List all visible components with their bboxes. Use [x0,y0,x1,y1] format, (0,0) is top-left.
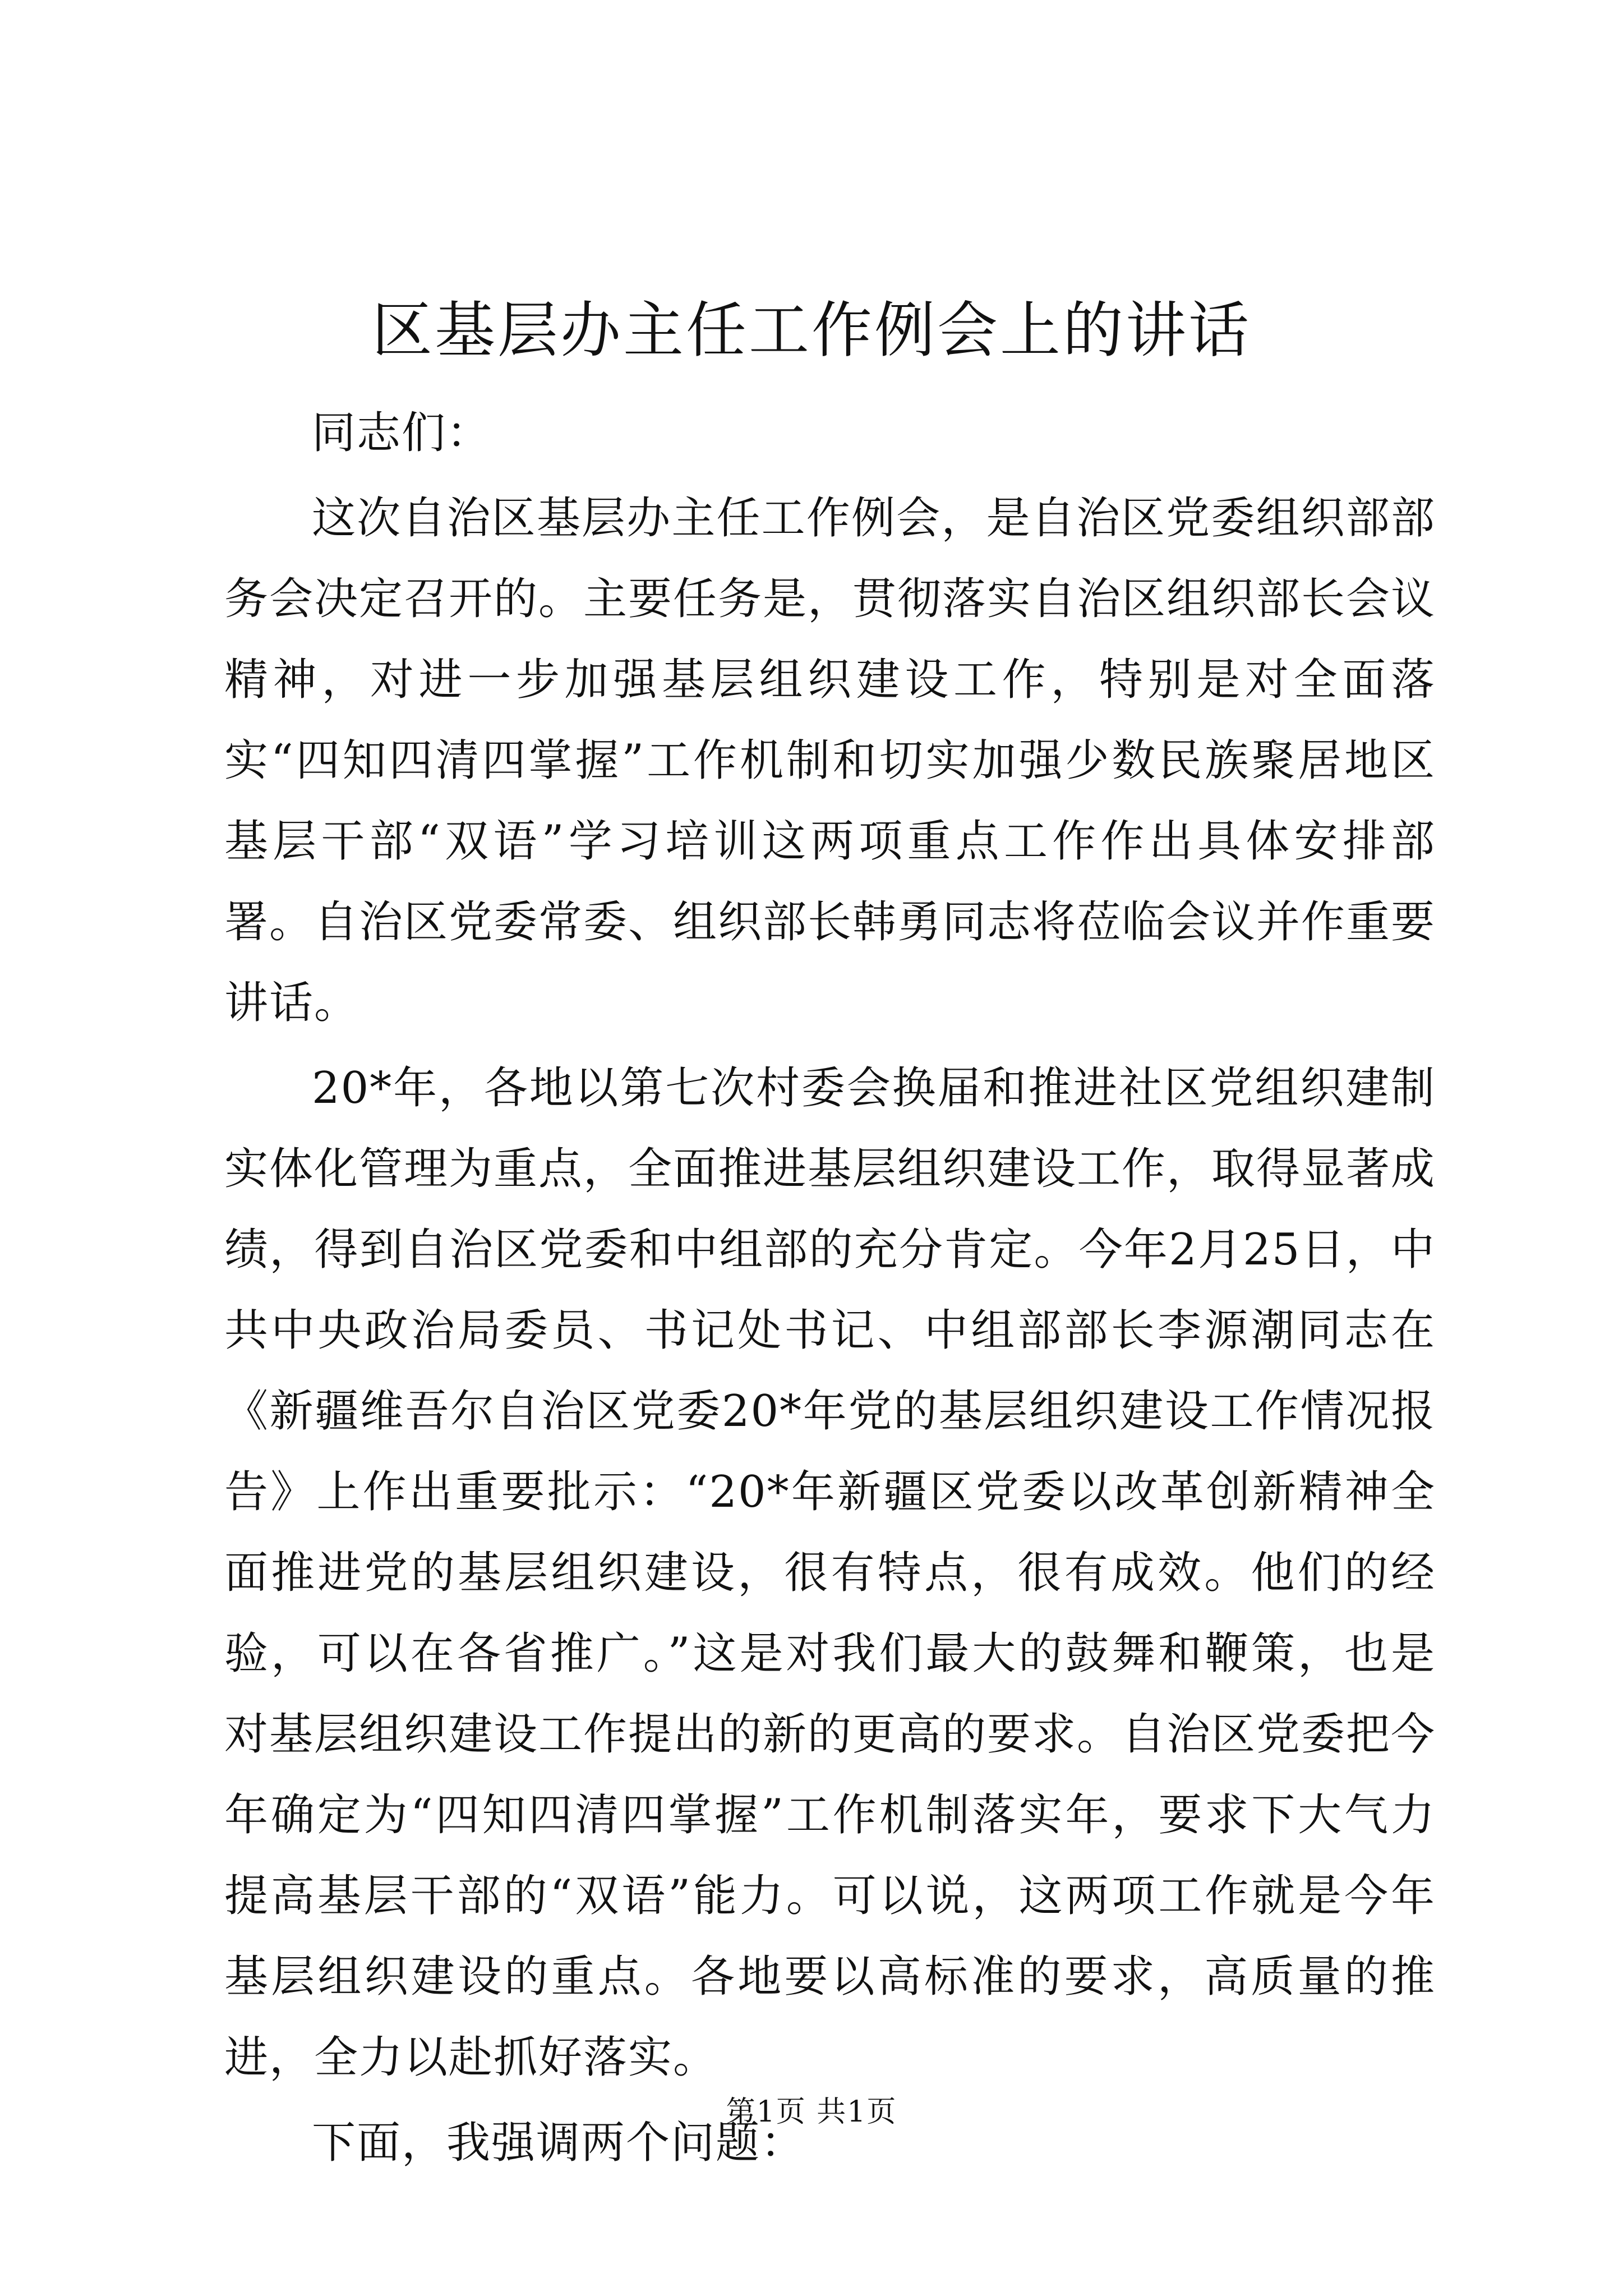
document-body [224,393,1436,2183]
paragraph-1: 这次自治区基层办主任工作例会，是自治区党委组织部部务会决定召开的。主要任务是，贯彻落实自治区组织部长会议精神，对进一步加强基层组织建设工作，特别是对全面落实“四知四清四掌握”工作机制和切实加强少数民族聚居地区基层干部“双语”学习培训这两项重点工作作出具体安排部署。自治区党委常委、组织部长韩勇同志将莅临会议并作重要讲话。 [224,493,1436,1028]
document-title: 区基层办主任工作例会上的讲话 [371,296,1251,366]
salutation: 同志们： [312,408,492,458]
paragraph-2: 20*年，各地以第七次村委会换届和推进社区党组织建制实体化管理为重点，全面推进基层组织建设工作，取得显著成绩，得到自治区党委和中组部的充分肯定。今年2月25日，中共中央政治局委员、书记处书记、中组部部长李源潮同志在《新疆维吾尔自治区党委20*年党的基层组织建设工作情况报告》上作出重要批示：“20*年新疆区党委以改革创新精神全面推进党的基层组织建设，很有特点，很有成效。他们的经验，可以在各省推广。”这是对我们最大的鼓舞和鞭策，也是对基层组织建设工作提出的新的更高的要求。自治区党委把今年确定为“四知四清四掌握”工作机制落实年，要求下大气力提高基层干部的“双语”能力。可以说，这两项工作就是今年基层组织建设的重点。各地要以高标准的要求，高质量的推进，全力以赴抓好落实。 [224,1063,1436,2083]
page-footer: 第1页 共1页 [726,2095,897,2129]
paragraph-3: 下面，我强调两个问题： [312,2118,806,2168]
